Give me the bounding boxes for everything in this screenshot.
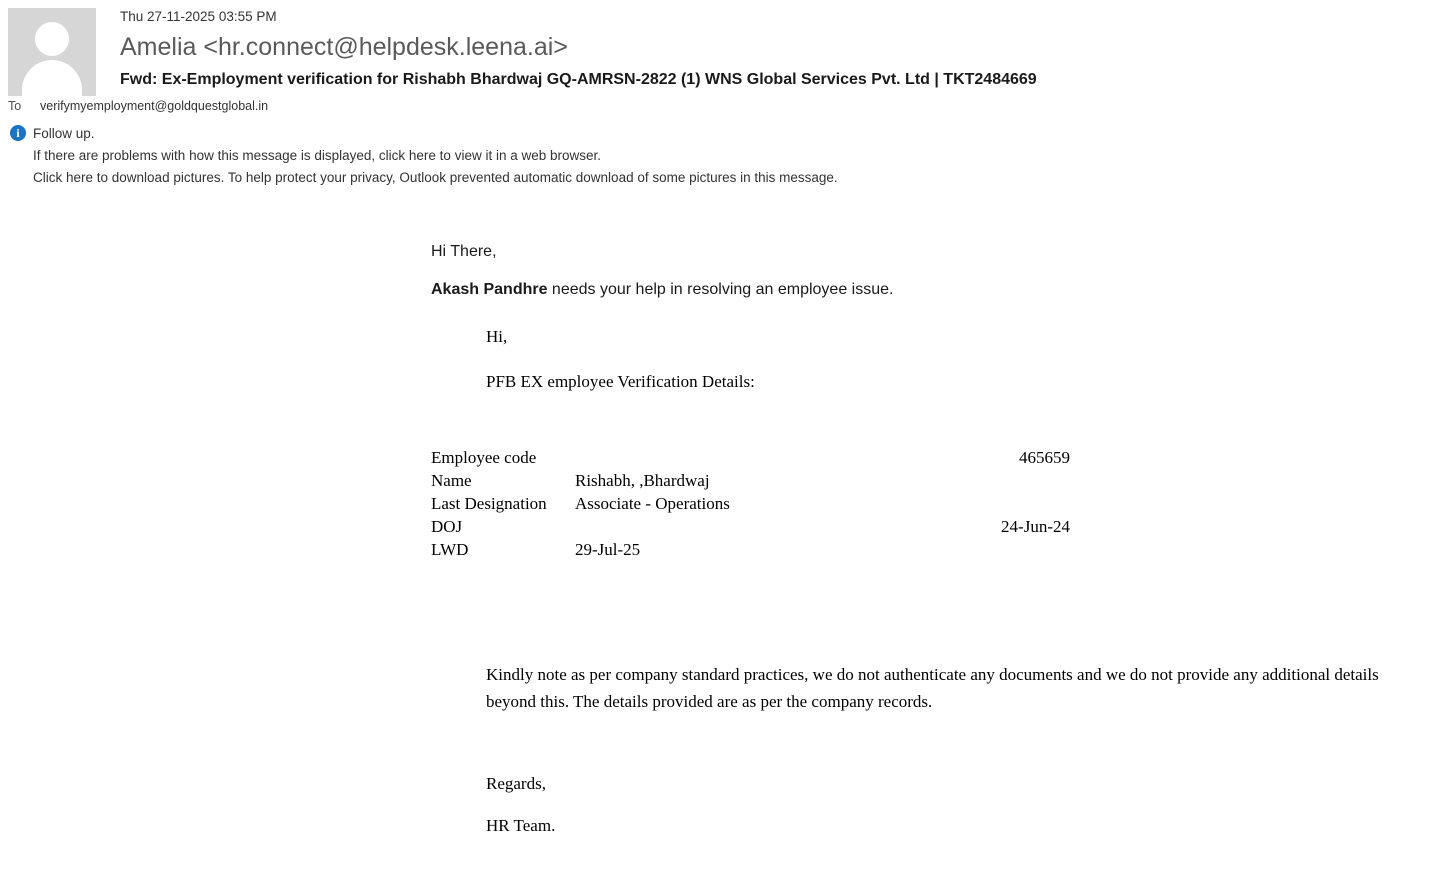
table-row	[431, 515, 1070, 538]
info-notice-bar	[0, 123, 1430, 189]
body-intro	[431, 279, 1420, 301]
quoted-message	[431, 325, 1420, 838]
detail-label: Name	[431, 471, 472, 490]
email-body	[0, 241, 1430, 838]
table-row	[431, 492, 1070, 515]
signature-line: HR Team.	[486, 816, 556, 835]
verification-details-table	[431, 446, 1070, 561]
email-header	[0, 0, 1430, 113]
detail-value-left	[575, 515, 785, 538]
detail-value-left: Associate - Operations	[575, 494, 730, 513]
avatar-body-shape	[22, 60, 82, 96]
header-text-block	[120, 0, 1430, 91]
quoted-greeting: Hi,	[486, 327, 508, 346]
to-recipient[interactable]: verifymyemployment@goldquestglobal.in	[40, 99, 269, 113]
sent-timestamp: Thu 27-11-2025 03:55 PM	[120, 9, 277, 24]
detail-label: Employee code	[431, 448, 537, 467]
detail-value-left	[575, 446, 785, 469]
view-in-browser-notice[interactable]: If there are problems with how this message is displayed, click here to view it in a web browser.	[33, 148, 602, 163]
disclaimer-note: Kindly note as per company standard practices, we do not authenticate any documents and we do not provide any additional details beyond this. The details provided are as per the company records.	[486, 665, 1379, 711]
body-greeting: Hi There,	[431, 243, 497, 260]
table-row	[431, 446, 1070, 469]
avatar[interactable]	[8, 8, 96, 96]
detail-value-right	[785, 538, 1070, 561]
closing-regards: Regards,	[486, 774, 546, 793]
table-row	[431, 469, 1070, 492]
sender-name-and-address[interactable]: Amelia <hr.connect@helpdesk.leena.ai>	[120, 33, 568, 61]
requester-name: Akash Pandhre	[431, 281, 548, 298]
detail-label: LWD	[431, 540, 469, 559]
detail-value-left: Rishabh, ,Bhardwaj	[575, 471, 710, 490]
follow-up-flag: Follow up.	[33, 126, 95, 141]
info-icon: i	[10, 125, 26, 141]
detail-value-right: 24-Jun-24	[1001, 517, 1070, 536]
download-pictures-notice[interactable]: Click here to download pictures. To help protect your privacy, Outlook prevented automatic download of some pictures in this message.	[33, 170, 838, 185]
email-subject: Fwd: Ex-Employment verification for Rishabh Bhardwaj GQ-AMRSN-2822 (1) WNS Global Services Pvt. Ltd | TKT2484669	[120, 71, 1037, 88]
table-row	[431, 538, 1070, 561]
detail-value-right	[785, 492, 1070, 515]
to-label: To	[8, 99, 22, 113]
detail-value-right: 465659	[1019, 448, 1070, 467]
detail-label: DOJ	[431, 517, 463, 536]
avatar-head-shape	[35, 22, 69, 56]
recipients-row	[0, 99, 1430, 113]
detail-value-left: 29-Jul-25	[575, 540, 641, 559]
detail-value-right	[785, 469, 1070, 492]
intro-rest-text: needs your help in resolving an employee issue.	[547, 281, 894, 298]
quoted-intro-line: PFB EX employee Verification Details:	[486, 372, 755, 391]
detail-label: Last Designation	[431, 494, 547, 513]
